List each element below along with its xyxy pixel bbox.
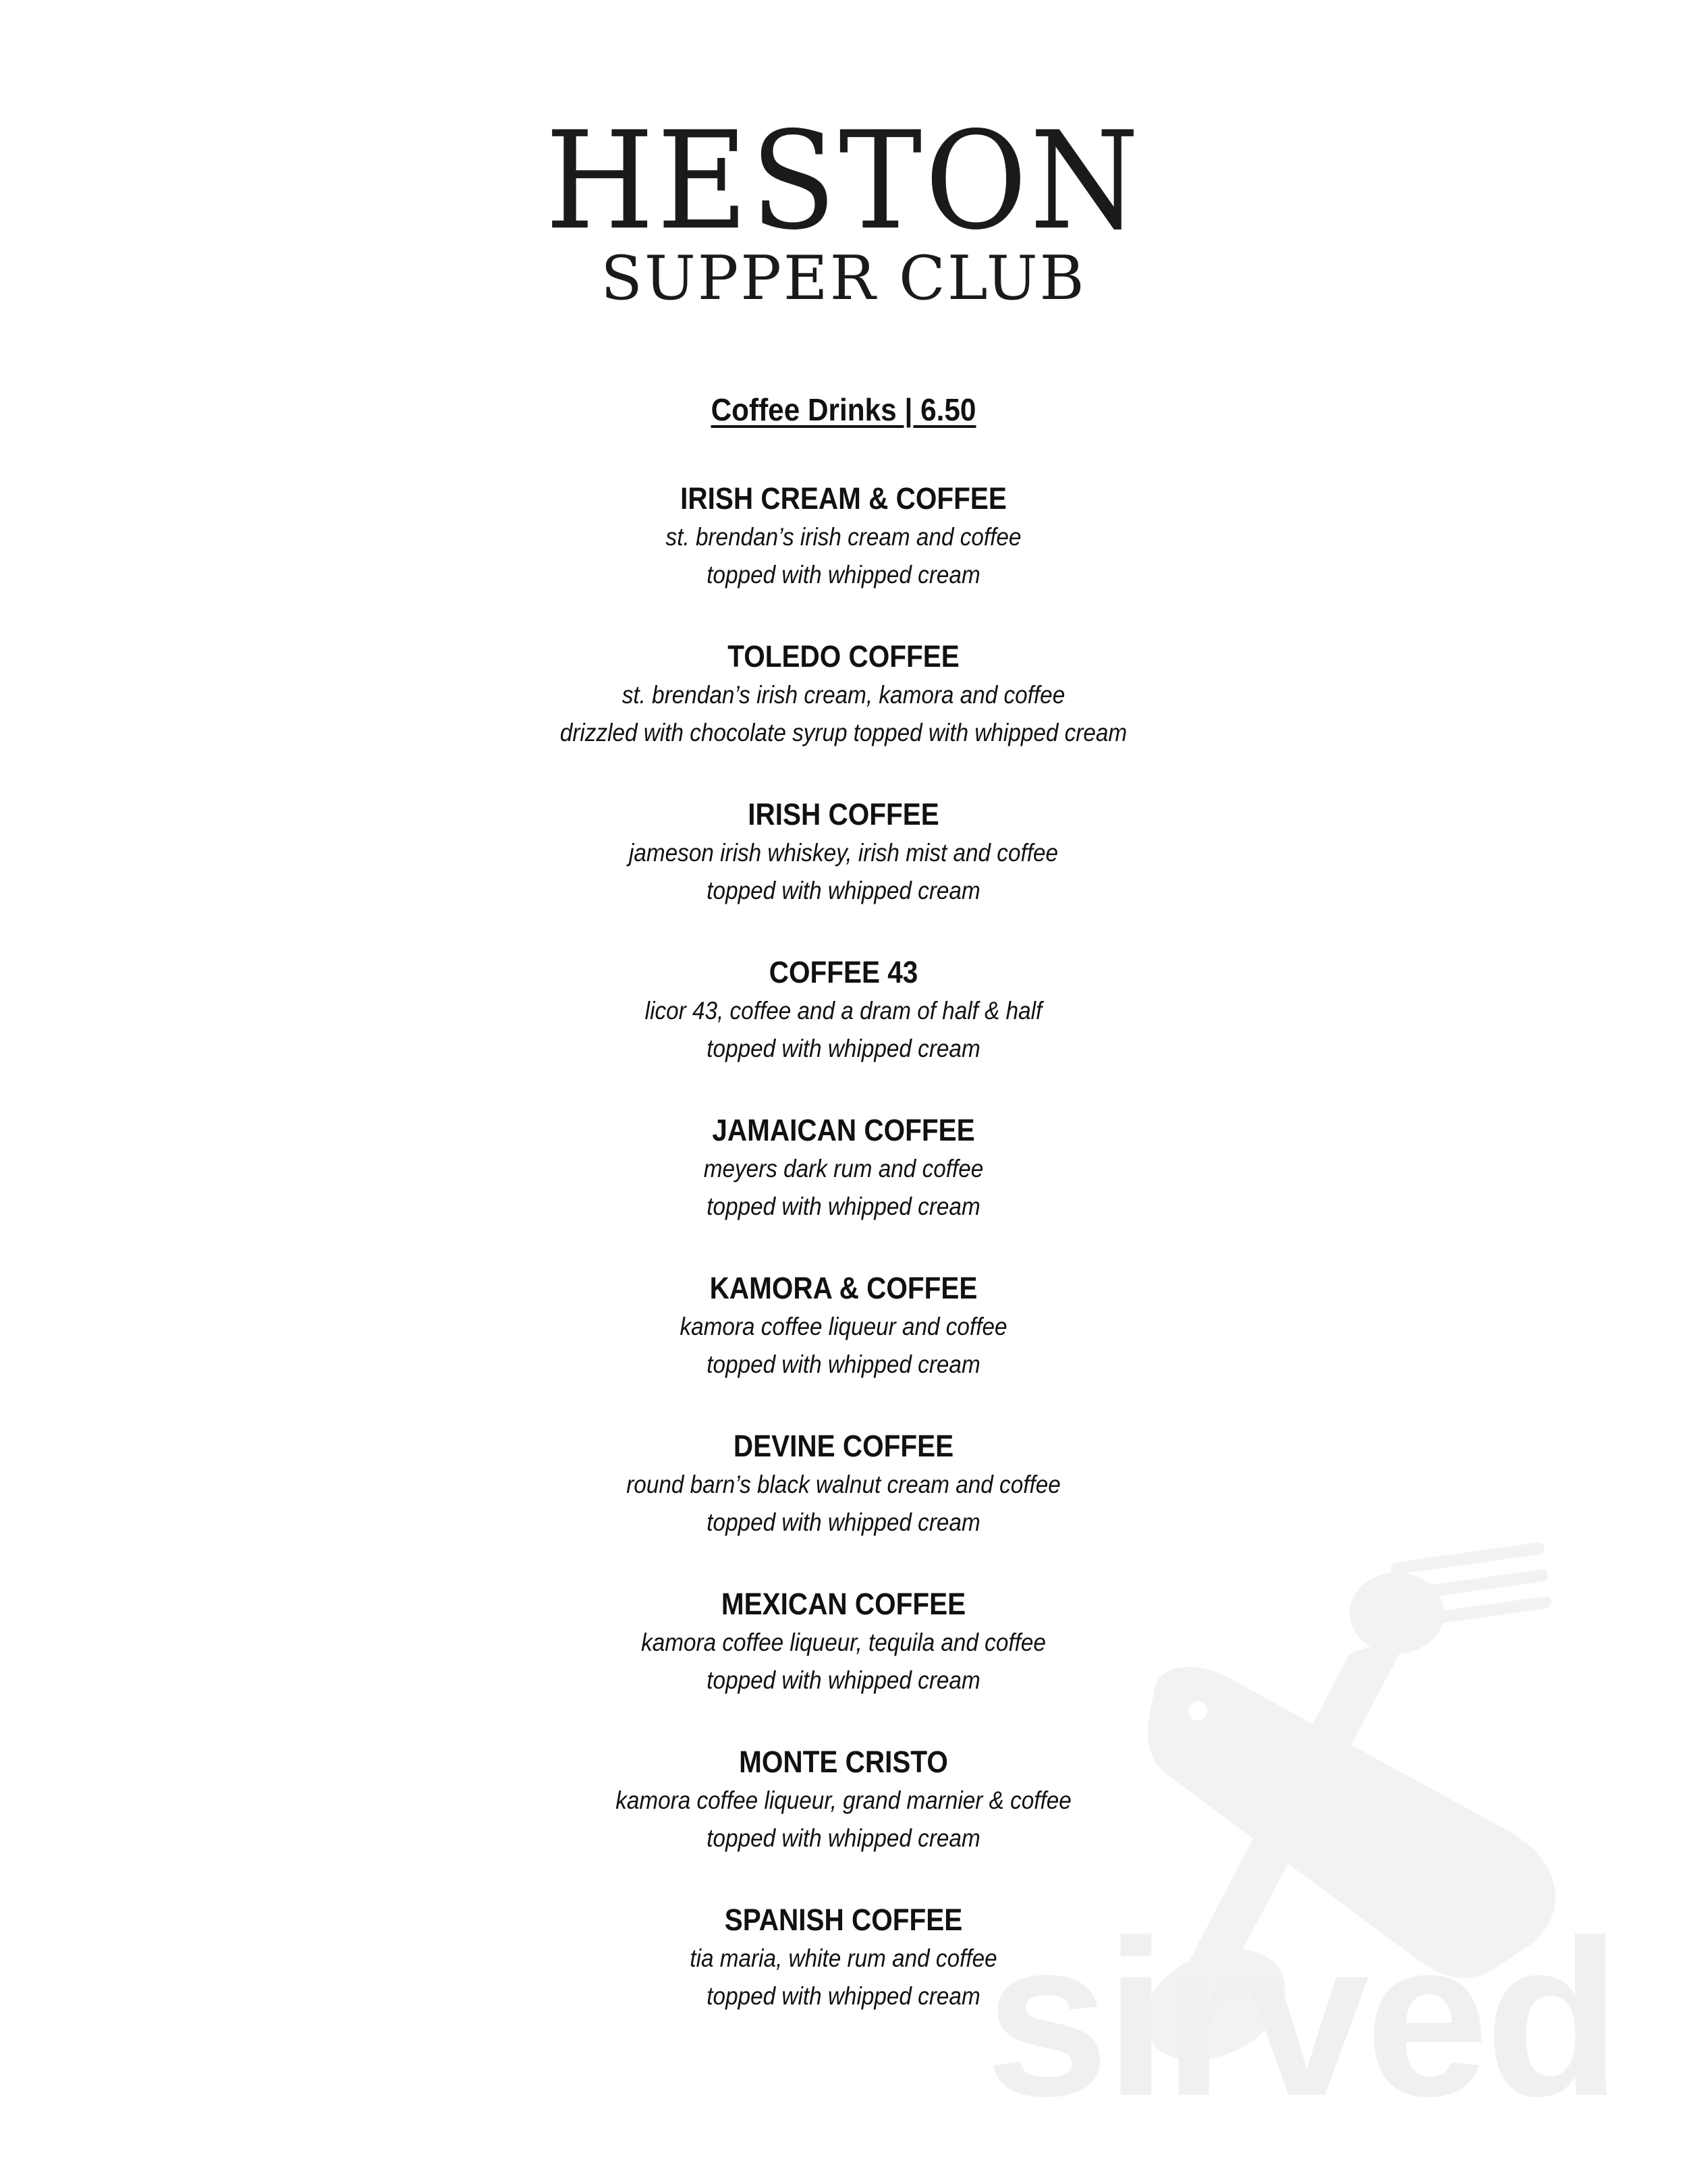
menu-item-description: jameson irish whiskey, irish mist and coffee [628, 839, 1059, 867]
menu-item [0, 953, 1687, 1108]
menu-item-name: COFFEE 43 [769, 955, 918, 989]
menu-item [0, 637, 1687, 792]
menu-item [0, 479, 1687, 634]
section-heading: Coffee Drinks | 6.50 [711, 392, 976, 427]
menu-item-name: DEVINE COFFEE [733, 1429, 954, 1463]
menu-item [0, 795, 1687, 950]
menu-item-description: topped with whipped cream [707, 1666, 980, 1694]
menu-item-name: IRISH COFFEE [748, 797, 939, 831]
menu-item [0, 1269, 1687, 1424]
menu-item-description: topped with whipped cream [707, 1508, 980, 1536]
menu-item-description: topped with whipped cream [707, 1193, 980, 1220]
menu-item-description: meyers dark rum and coffee [703, 1155, 984, 1182]
menu-item-name: JAMAICAN COFFEE [712, 1113, 975, 1147]
menu-item-name: MONTE CRISTO [739, 1745, 948, 1779]
menu-item-description: kamora coffee liqueur, tequila and coffee [641, 1629, 1046, 1656]
menu-item-description: topped with whipped cream [707, 1035, 980, 1062]
menu-item-description: kamora coffee liqueur, grand marnier & coffee [615, 1786, 1072, 1814]
menu-item-name: MEXICAN COFFEE [721, 1587, 966, 1621]
menu-item-description: licor 43, coffee and a dram of half & half [644, 997, 1043, 1025]
menu-item-name: IRISH CREAM & COFFEE [680, 481, 1007, 516]
menu-item-name: SPANISH COFFEE [724, 1903, 963, 1937]
menu-item-description: kamora coffee liqueur and coffee [680, 1313, 1007, 1340]
menu-item-description: st. brendan’s irish cream and coffee [665, 523, 1022, 551]
menu-item-description: topped with whipped cream [707, 1824, 980, 1852]
restaurant-logo-title: HESTON [545, 102, 1142, 260]
menu-item [0, 1111, 1687, 1266]
menu-item-description: topped with whipped cream [707, 877, 980, 904]
menu-item-name: KAMORA & COFFEE [709, 1271, 978, 1305]
watermark-text: sirved [985, 1893, 1617, 2142]
menu-item-description: round barn’s black walnut cream and coffee [626, 1471, 1061, 1498]
restaurant-logo-subtitle: SUPPER CLUB [601, 243, 1086, 314]
menu-item-description: topped with whipped cream [707, 1350, 980, 1378]
menu-item-description: topped with whipped cream [707, 1982, 980, 2010]
menu-item-name: TOLEDO COFFEE [727, 639, 960, 674]
menu-item-description: tia maria, white rum and coffee [690, 1944, 997, 1972]
menu-item-description: drizzled with chocolate syrup topped with whipped cream [559, 719, 1128, 746]
menu-item-description: st. brendan’s irish cream, kamora and coffee [621, 681, 1066, 709]
menu-item-description: topped with whipped cream [707, 561, 980, 589]
